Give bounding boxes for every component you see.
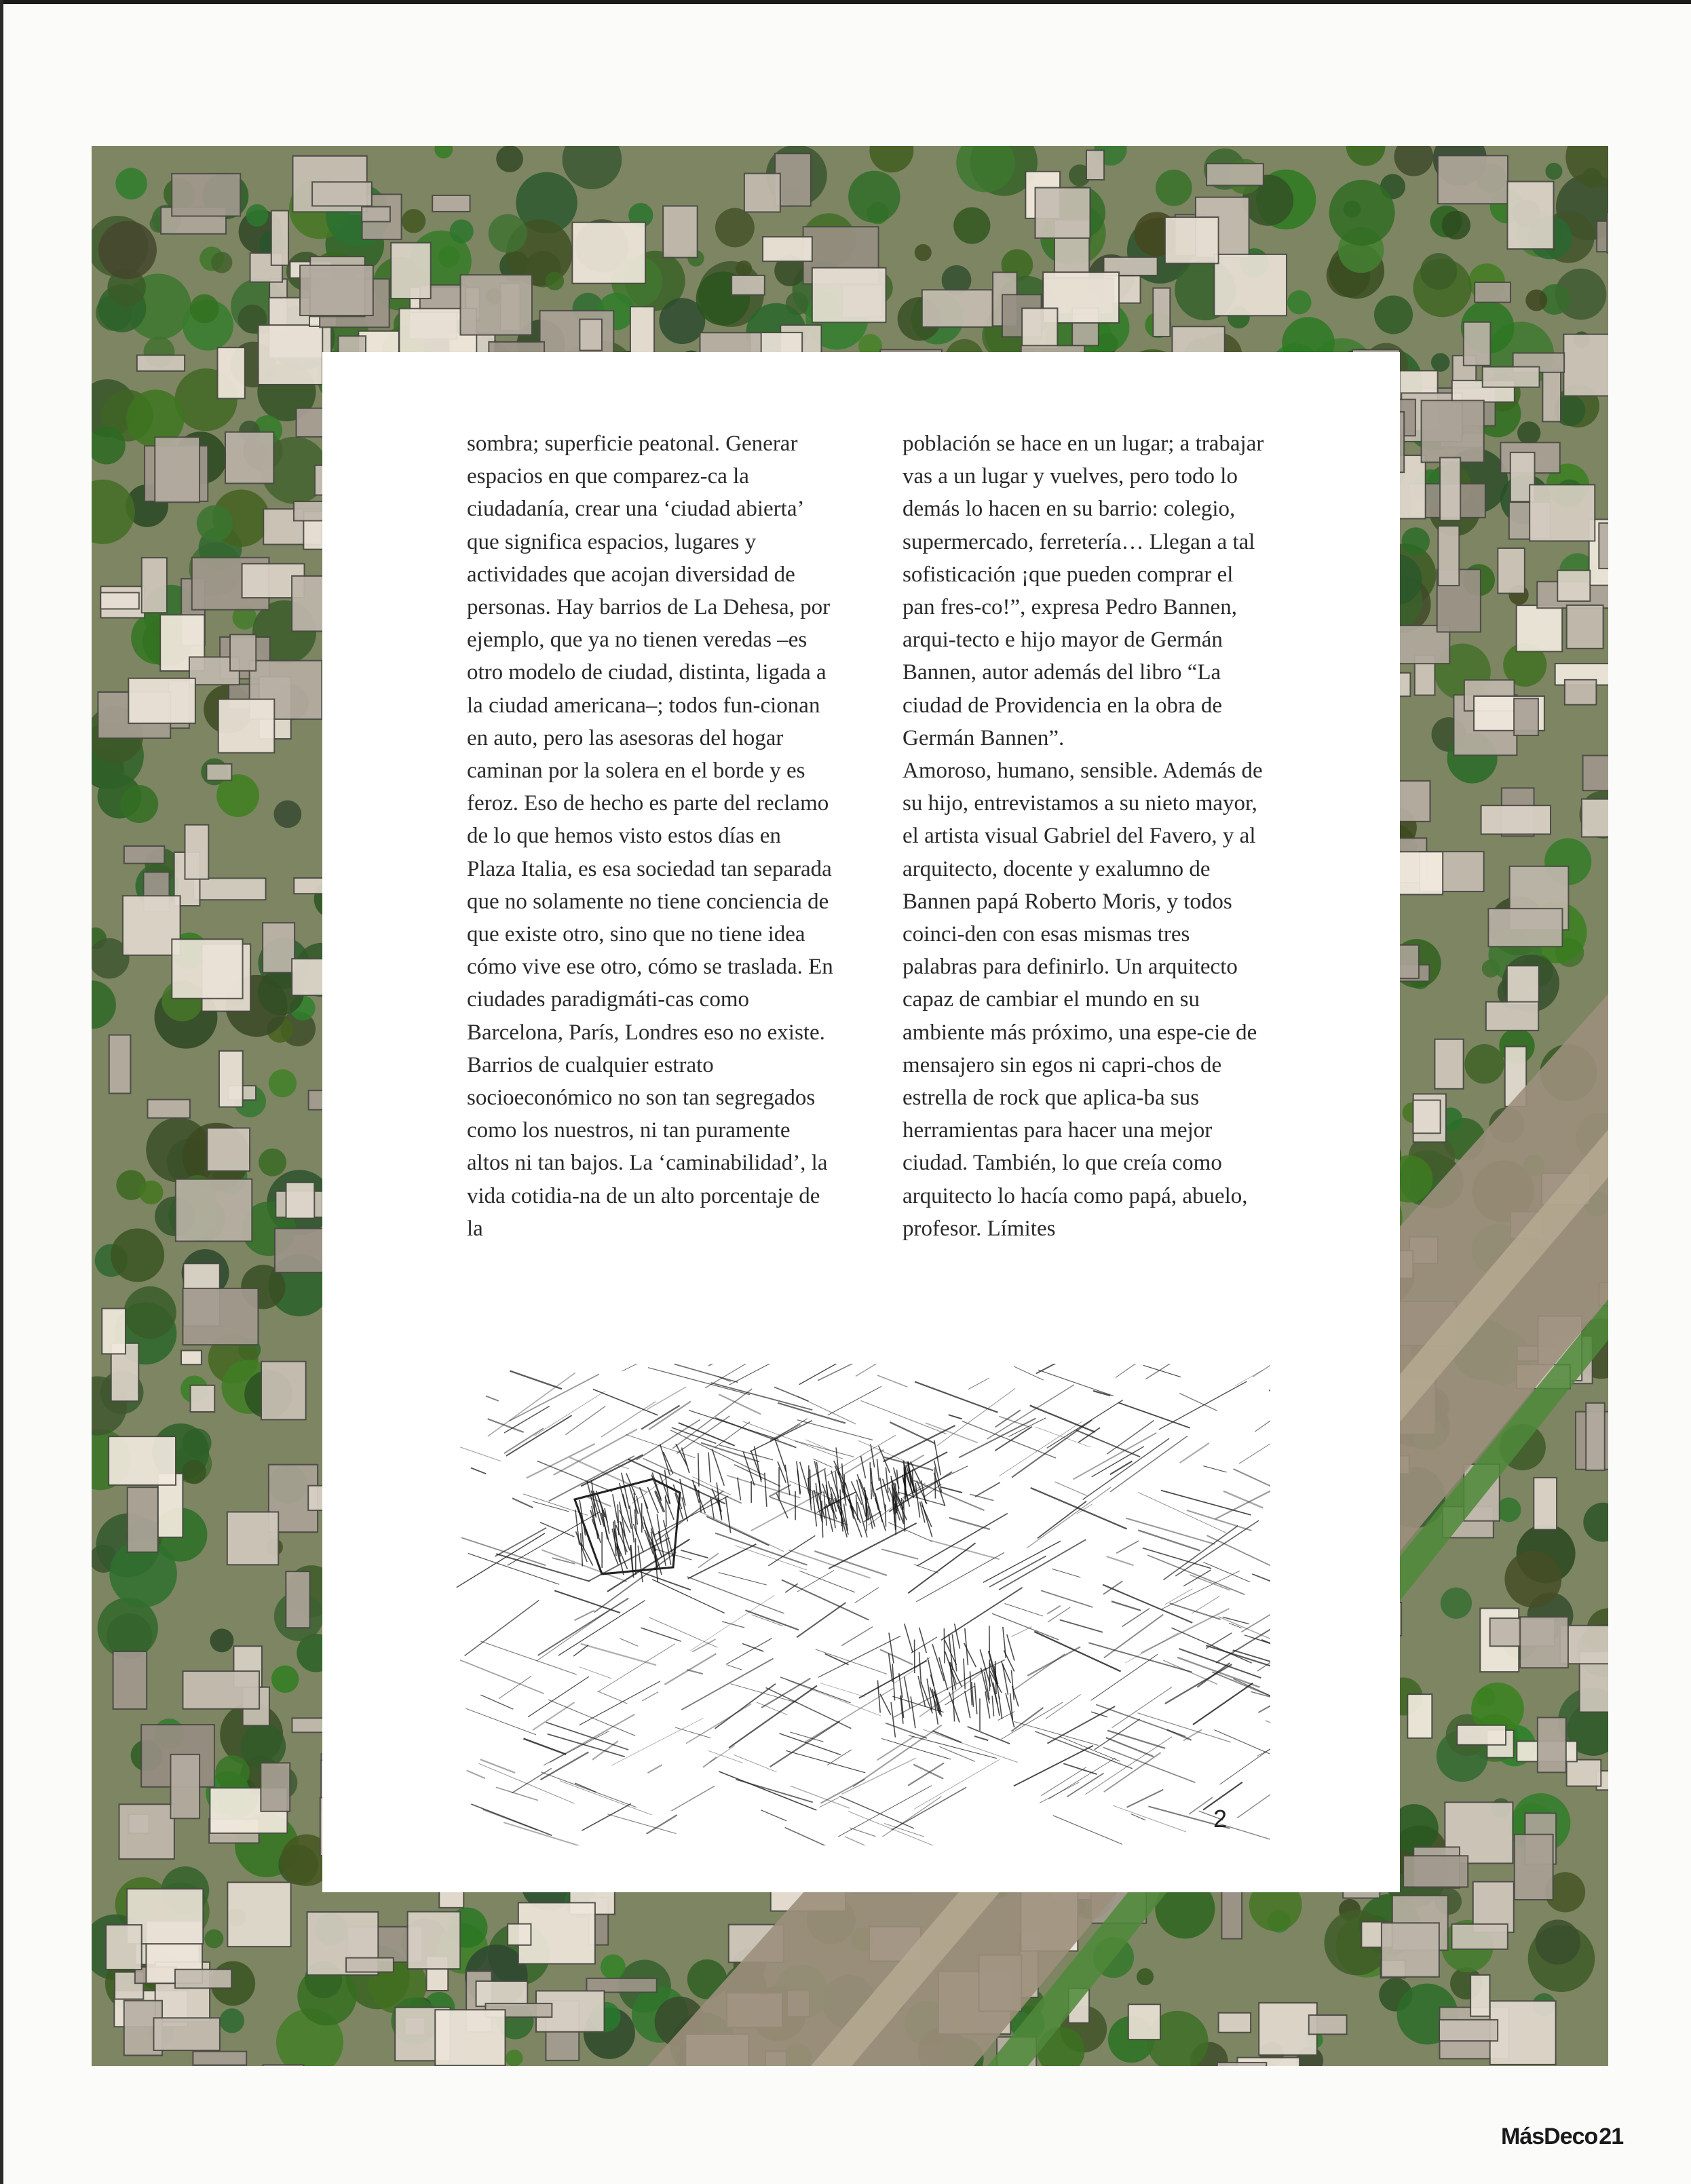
column-left-text: sombra; superficie peatonal. Generar espacios en que comparez-ca la ciudadanía, crear una ‘ciudad abierta’ que significa espacios, lugares y actividades que acojan diversidad de personas. Hay barrios de La Dehesa, por ejemplo, que ya no tienen veredas –es otro modelo de ciudad, distinta, ligada a la ciudad americana–; todos fun-cionan en auto, pero las asesoras del hogar caminan por la solera en el borde y es feroz. Eso de hecho es parte del reclamo de lo que hemos visto estos días en Plaza Italia, es esa sociedad tan separada que no solamente no tiene conciencia de que existe otro, sino que no tiene idea cómo vive ese otro, cómo se traslada. En ciudades paradigmáti-cas como Barcelona, París, Londres eso no existe. Barrios de cualquier estrato socioeconómico no son tan segregados como los nuestros, ni tan puramente altos ni tan bajos. La ‘caminabilidad’, la vida cotidia-na de un alto porcentaje de la [467,432,833,1241]
page-edge [0,0,1691,4]
column-right-paragraph-2: Amoroso, humano, sensible. Además de su hijo, entrevistamos a su nieto mayor, el artista visual Gabriel del Favero, y al arquitecto, docente y exalumno de Bannen papá Roberto Moris, y todos coinci-den con esas mismas tres palabras para definirlo. Un arquitecto capaz de cambiar el mundo en su ambiente más próximo, una espe-cie de mensajero sin egos ni capri-chos de estrella de rock que aplica-ba sus herramientas para hacer una mejor ciudad. También, lo que creía como arquitecto lo hacía como papá, abuelo, profesor. Límites [902,759,1263,1241]
article-column-left [467,427,833,1245]
architectural-sketch-drawing [456,1364,1270,1845]
architectural-sketch [456,1364,1270,1845]
page-number: 21 [1599,2124,1624,2149]
column-right-paragraph-1: población se hace en un lugar; a trabajar vas a un lugar y vuelves, pero todo lo demás lo hacen en su barrio: colegio, supermercado, ferretería… Llegan a tal sofisticación ¡que pueden comprar el pan fres-co!”, expresa Pedro Bannen, arqui-tecto e hijo mayor de Germán Bannen, autor además del libro “La ciudad de Providencia en la obra de Germán Bannen”. [902,432,1264,750]
page-folio [1501,2124,1623,2150]
article-column-right [902,427,1269,1245]
page-edge-left [0,0,3,2184]
magazine-brand: MásDeco [1501,2124,1598,2149]
figure-number: 2 [1213,1805,1228,1833]
